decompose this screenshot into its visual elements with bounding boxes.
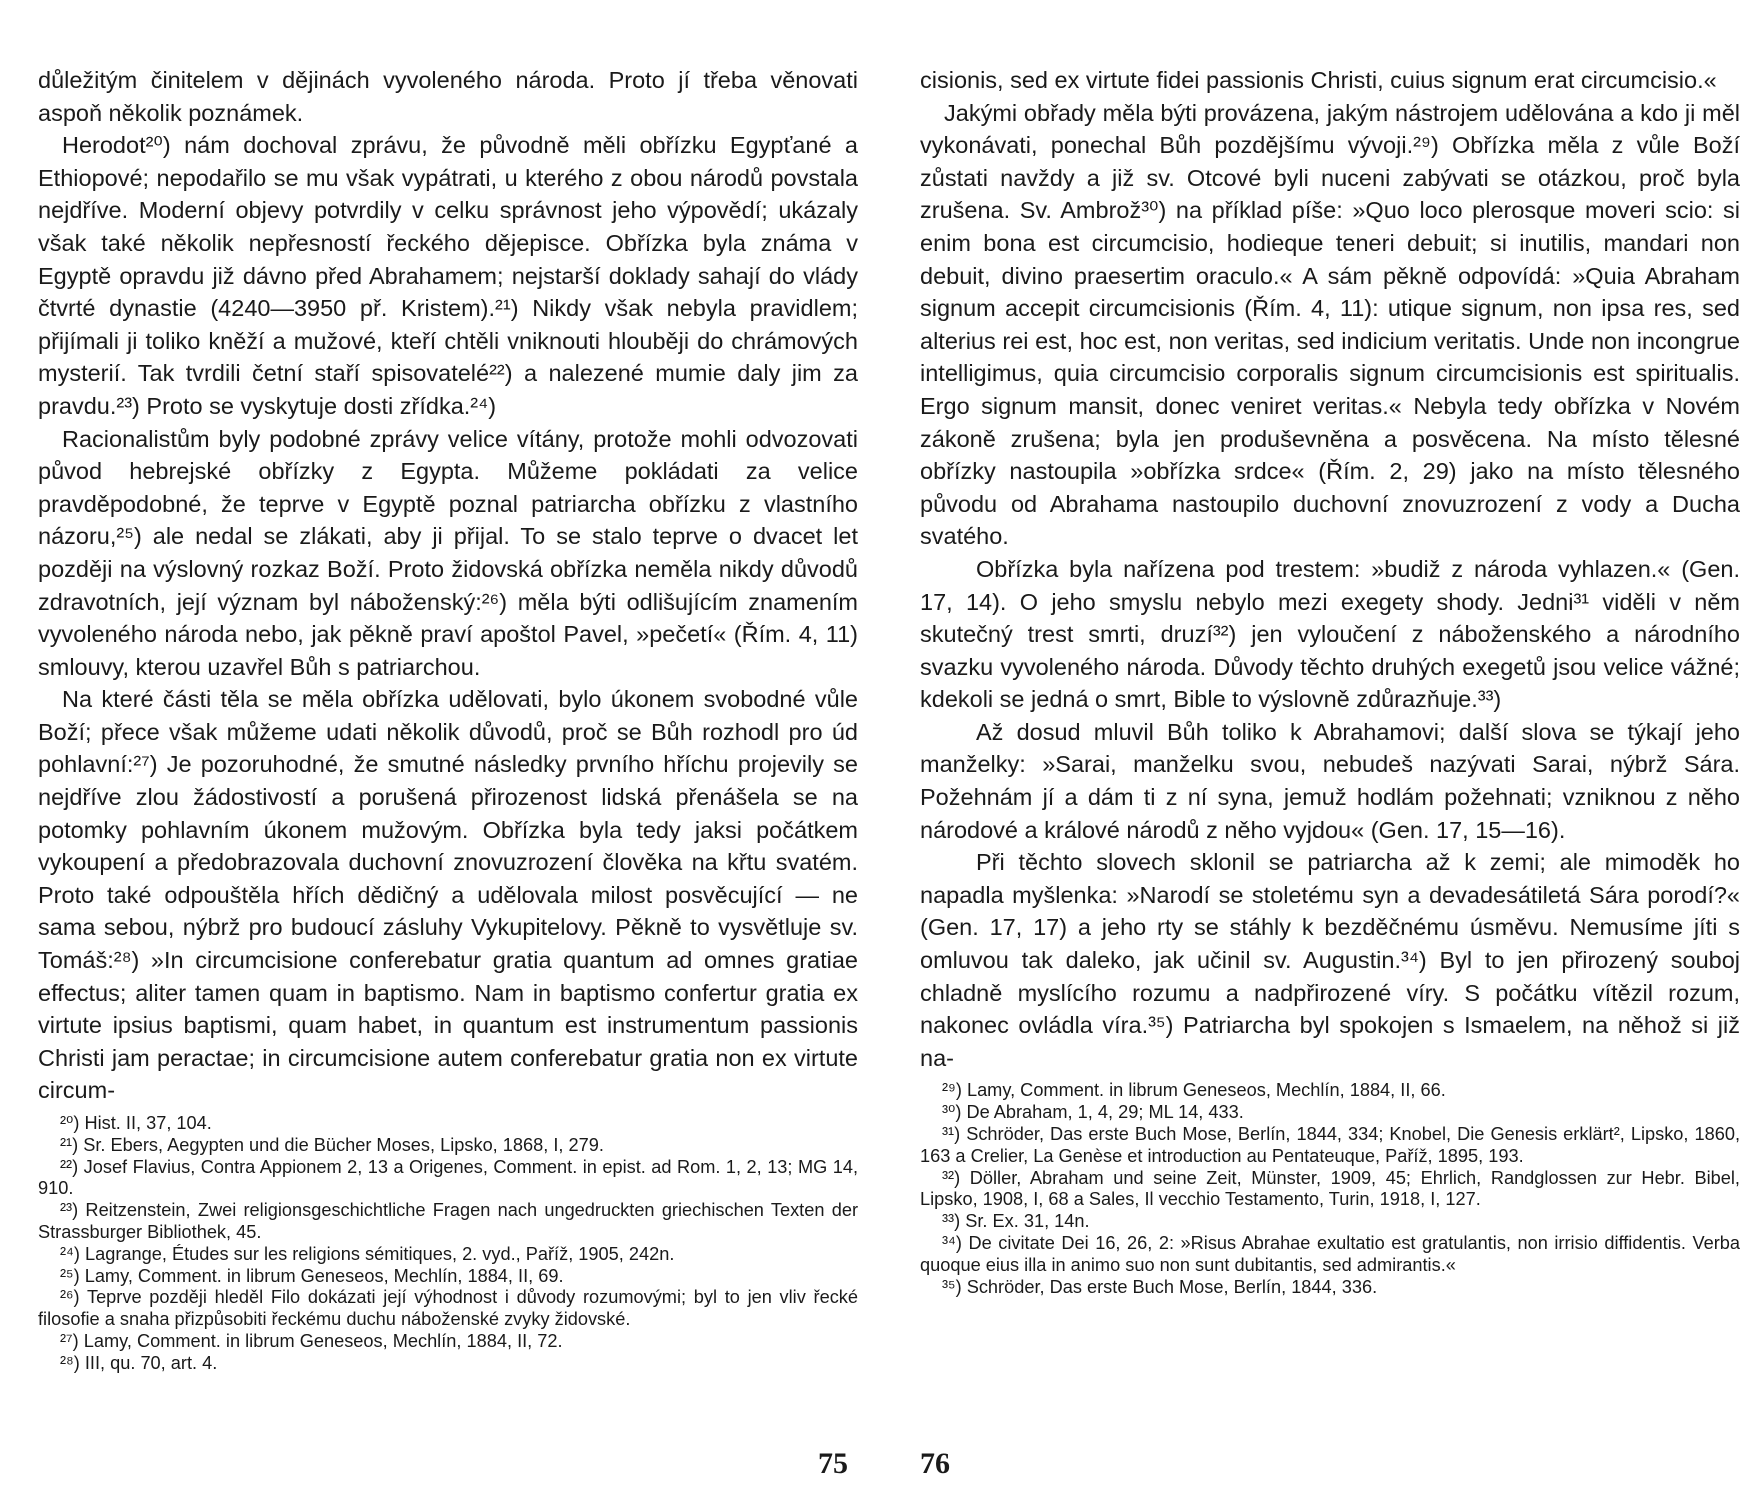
footnote: ³⁴) De civitate Dei 16, 26, 2: »Risus Abrahae exultatio est gratulantis, non irrisio diffidentis. Verba quoque eius illa in animo suo non sunt dubitantis, sed admirantis.« xyxy=(920,1232,1740,1275)
footnote: ²⁰) Hist. II, 37, 104. xyxy=(60,1113,212,1133)
footnote: ²⁶) Teprve později hleděl Filo dokázati její výhodnost i důvody rozumovými; byl to jen vliv řecké filosofie a snaha přizpůsobiti řeckému duchu náboženské zvyky židovské. xyxy=(38,1287,858,1330)
paragraph: Racionalistům byly podobné zprávy velice vítány, protože mohli odvozovati původ hebrejské obřízky z Egypta. Můžeme pokládati za velice pravděpodobné, že teprve v Egyptě poznal patriarcha obřízku z vlastního názoru,²⁵) ale nedal se zlákati, aby ji přijal. To se stalo teprve o dvacet let později na výslovný rozkaz Boží. Proto židovská obřízka neměla nikdy důvodů zdravotních, její význam byl náboženský:²⁶) měla býti odlišujícím znamením vyvoleného národa nebo, jak pěkně praví apoštol Pavel, »pečetí« (Řím. 4, 11) smlouvy, kterou uzavřel Bůh s patriarchou. xyxy=(38,425,858,680)
footnote: ³¹) Schröder, Das erste Buch Mose, Berlín, 1844, 334; Knobel, Die Genesis erklärt², Lipsko, 1860, 163 a Crelier, La Genèse et introduction au Pentateuque, Paříž, 1895, 193. xyxy=(920,1124,1740,1166)
paragraph: Herodot²⁰) nám dochoval zprávu, že původně měli obřízku Egypťané a Ethiopové; nepodařilo se mu však vypátrati, u kterého z obou národů povstala nejdříve. Moderní objevy potvrdily v celku správnost jeho výpovědí; ukázaly však také několik nepřesností řeckého dějepisce. Obřízka byla známa v Egyptě opravdu již dávno před Abrahamem; nejstarší doklady sahají do vlády čtvrté dynastie (4240—3950 př. Kristem).²¹) Nikdy však nebyla pravidlem; přijímali ji toliko kněží a mužové, kteří chtěli vniknouti hlouběji do chrámových mysterií. Tak tvrdili četní staří spisovatelé²²) a nalezené mumie daly jim za pravdu.²³) Proto se vyskytuje dosti zřídka.²⁴) xyxy=(38,132,858,419)
paragraph: Na které části těla se měla obřízka udělovati, bylo úkonem svobodné vůle Boží; přece však můžeme udati několik důvodů, proč se Bůh rozhodl pro úd pohlavní:²⁷) Je pozoruhodné, že smutné následky prvního hříchu projevily se nejdříve zlou žádostivostí a porušená přirozenost lidská přenášela se na potomky pohlavním úkonem mužovým. Obřízka byla tedy jaksi počátkem vykoupení a předobrazovala duchovní znovuzrození člověka na křtu svatém. Proto také odpouštěla hřích dědičný a udělovala milost posvěcující — ne sama sebou, nýbrž pro budoucí zásluhy Vykupitelovy. Pěkně to vysvětluje sv. Tomáš:²⁸) »In circumcisione conferebatur gratia quantum ad omnes gratiae effectus; aliter tamen quam in baptismo. Nam in baptismo confertur gratia ex virtute ipsius baptismi, quam habet, in quantum est instrumentum passionis Christi jam peractae; in circumcisione autem conferebatur gratia non ex virtute circum- xyxy=(38,686,858,1104)
footnote: ²⁸) III, qu. 70, art. 4. xyxy=(60,1352,218,1373)
footnote: ²²) Josef Flavius, Contra Appionem 2, 13 a Origenes, Comment. in epist. ad Rom. 1, 2, 13; MG 14, 910. xyxy=(38,1156,858,1199)
footnote: ³²) Döller, Abraham und seine Zeit, Münster, 1909, 45; Ehrlich, Randglossen zur Hebr. Bibel, Lipsko, 1908, I, 68 a Sales, Il vecchio Testamento, Turin, 1918, I, 127. xyxy=(920,1167,1740,1210)
footnote: ²⁹) Lamy, Comment. in librum Geneseos, Mechlín, 1884, II, 66. xyxy=(942,1080,1446,1101)
footnote: ²⁵) Lamy, Comment. in librum Geneseos, Mechlín, 1884, II, 69. xyxy=(60,1265,564,1286)
page-number-left: 75 xyxy=(818,1447,848,1480)
footnote: ²¹) Sr. Ebers, Aegypten und die Bücher Moses, Lipsko, 1868, I, 279. xyxy=(60,1134,604,1155)
footnote: ²⁴) Lagrange, Études sur les religions sémitiques, 2. vyd., Paříž, 1905, 242n. xyxy=(60,1243,675,1264)
right-page-body xyxy=(920,64,1740,1074)
paragraph: Při těchto slovech sklonil se patriarcha až k zemi; ale mimoděk ho napadla myšlenka: »Narodí se stoletému syn a devadesátiletá Sára porodí?« (Gen. 17, 17) a jeho rty se stáhly k bezděčnému úsměvu. Nemusíme jíti s omluvou tak daleko, jak učinil sv. Augustin.³⁴) Byl to jen přirozený souboj chladně myslícího rozumu a nadpřirozené víry. S počátku vítězil rozum, nakonec ovládla víra.³⁵) Patriarcha byl spokojen s Ismaelem, na něhož si již na- xyxy=(920,849,1740,1071)
left-page-footnotes xyxy=(38,1113,858,1375)
left-page-body xyxy=(38,64,858,1107)
right-page xyxy=(920,64,1740,1298)
left-page xyxy=(38,64,858,1375)
paragraph: Až dosud mluvil Bůh toliko k Abrahamovi; další slova se týkají jeho manželky: »Sarai, manželku svou, nebudeš nazývati Sarai, nýbrž Sára. Požehnám jí a dám ti z ní syna, jemuž hodlám požehnati; vzniknou z něho národové a králové národů z něho vyjdou« (Gen. 17, 15—16). xyxy=(920,718,1740,843)
paragraph: cisionis, sed ex virtute fidei passionis Christi, cuius signum erat circumcisio.« xyxy=(920,67,1717,93)
paragraph: Jakými obřady měla býti provázena, jakým nástrojem udělována a kdo ji měl vykonávati, ponechal Bůh pozdějšímu vývoji.²⁹) Obřízka měla z vůle Boží zůstati navždy a již sv. Otcové byli nuceni zabývati se otázkou, proč byla zrušena. Sv. Ambrož³⁰) na příklad píše: »Quo loco plerosque moveri scio: si enim bona est circumcisio, hodieque teneri debuit; si inutilis, mandari non debuit, divino praesertim oraculo.« A sám pěkně odpovídá: »Quia Abraham signum accepit circumcisionis (Řím. 4, 11): utique signum, non ipsa res, sed alterius rei est, hoc est, non veritas, sed indicium veritatis. Unde non incongrue intelligimus, quia circumcisio corporalis signum circumcisionis est spiritualis. Ergo signum mansit, donec veniret veritas.« Nebyla tedy obřízka v Novém zákoně zrušena; byla jen produševněna a posvěcena. Na místo tělesné obřízky nastoupila »obřízka srdce« (Řím. 2, 29) jako na místo tělesného původu od Abrahama nastoupilo duchovní znovuzrození z vody a Ducha svatého. xyxy=(920,99,1740,550)
paragraph: důležitým činitelem v dějinách vyvoleného národa. Proto jí třeba věnovati aspoň několik poznámek. xyxy=(38,67,858,126)
footnote: ³⁰) De Abraham, 1, 4, 29; ML 14, 433. xyxy=(942,1102,1244,1123)
page-number-right: 76 xyxy=(920,1447,950,1480)
right-page-footnotes xyxy=(920,1080,1740,1298)
footnote: ²⁷) Lamy, Comment. in librum Geneseos, Mechlín, 1884, II, 72. xyxy=(60,1330,563,1351)
paragraph: Obřízka byla nařízena pod trestem: »budiž z národa vyhlazen.« (Gen. 17, 14). O jeho smyslu nebylo mezi exegety shody. Jedni³¹ viděli v něm skutečný trest smrti, druzí³²) jen vyloučení z náboženského a národního svazku vyvoleného národa. Důvody těchto druhých exegetů jsou velice vážné; kdekoli se jedná o smrt, Bible to výslovně zdůrazňuje.³³) xyxy=(920,555,1740,713)
footnote: ²³) Reitzenstein, Zwei religionsgeschichtliche Fragen nach ungedruckten griechischen Texten der Strassburger Bibliothek, 45. xyxy=(38,1200,858,1242)
footnote: ³⁵) Schröder, Das erste Buch Mose, Berlín, 1844, 336. xyxy=(942,1276,1378,1297)
footnote: ³³) Sr. Ex. 31, 14n. xyxy=(942,1211,1090,1232)
